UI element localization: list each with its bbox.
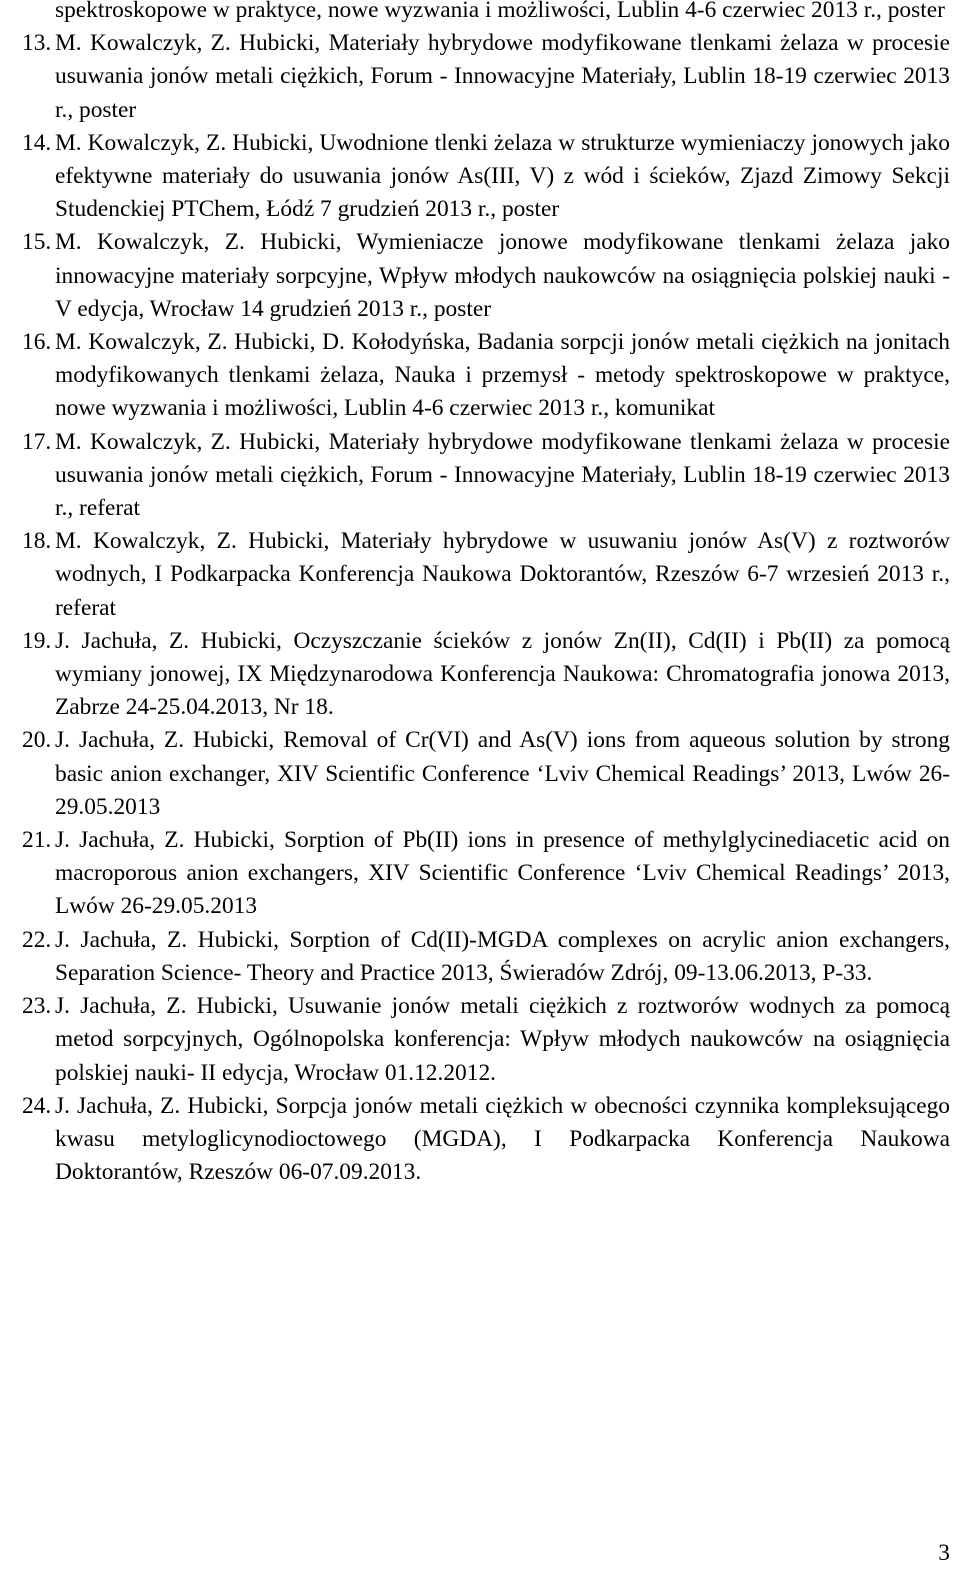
list-item-text: spektroskopowe w praktyce, nowe wyzwania i możliwości, Lublin 4-6 czerwiec 2013 r., poster — [55, 0, 945, 23]
list-number: 19. — [22, 627, 52, 654]
list-item — [22, 1090, 950, 1190]
list-item-text: J. Jachuła, Z. Hubicki, Removal of Cr(VI) and As(V) ions from aqueous solution by strong basic anion exchanger, XIV Scientific Conference ‘Lviv Chemical Readings’ 2013, Lwów 26-29.05.2013 — [55, 727, 950, 820]
list-item — [22, 990, 950, 1090]
list-number: 22. — [22, 926, 52, 953]
list-number: 17. — [22, 428, 52, 455]
list-number: 24. — [22, 1092, 52, 1119]
list-item — [22, 27, 950, 127]
page-number: 3 — [938, 1540, 950, 1566]
reference-list — [22, 0, 950, 1189]
list-item-text: M. Kowalczyk, Z. Hubicki, Materiały hybrydowe modyfikowane tlenkami żelaza w procesie usuwania jonów metali ciężkich, Forum - Innowacyjne Materiały, Lublin 18-19 czerwiec 2013 r., poster — [55, 30, 950, 123]
list-item — [22, 924, 950, 990]
list-item-text: J. Jachuła, Z. Hubicki, Sorpcja jonów metali ciężkich w obecności czynnika kompleksującego kwasu metyloglicynodioctowego (MGDA), I Podkarpacka Konferencja Naukowa Doktorantów, Rzeszów 06-07.09.2013. — [55, 1092, 950, 1186]
list-item-text: J. Jachuła, Z. Hubicki, Sorption of Cd(II)-MGDA complexes on acrylic anion exchangers, Separation Science- Theory and Practice 2013, Świeradów Zdrój, 09-13.06.2013, P-33. — [55, 926, 950, 986]
list-item-text: M. Kowalczyk, Z. Hubicki, D. Kołodyńska, Badania sorpcji jonów metali ciężkich na jonitach modyfikowanych tlenkami żelaza, Nauka i przemysł - metody spektroskopowe w praktyce, nowe wyzwania i możliwości, Lublin 4-6 czerwiec 2013 r., komunikat — [55, 329, 950, 422]
list-item-text: M. Kowalczyk, Z. Hubicki, Materiały hybrydowe w usuwaniu jonów As(V) z roztworów wodnych, I Podkarpacka Konferencja Naukowa Doktorantów, Rzeszów 6-7 wrzesień 2013 r., referat — [55, 528, 950, 621]
list-item-text: J. Jachuła, Z. Hubicki, Oczyszczanie ścieków z jonów Zn(II), Cd(II) i Pb(II) za pomocą wymiany jonowej, IX Międzynarodowa Konferencja Naukowa: Chromatografia jonowa 2013, Zabrze 24-25.04.2013, Nr 18. — [55, 627, 950, 721]
list-item-text: M. Kowalczyk, Z. Hubicki, Materiały hybrydowe modyfikowane tlenkami żelaza w procesie usuwania jonów metali ciężkich, Forum - Innowacyjne Materiały, Lublin 18-19 czerwiec 2013 r., referat — [55, 428, 950, 522]
list-number: 18. — [22, 528, 52, 555]
list-number: 16. — [22, 329, 52, 356]
list-item — [22, 824, 950, 924]
list-number: 21. — [22, 827, 52, 854]
list-item-text: M. Kowalczyk, Z. Hubicki, Uwodnione tlenki żelaza w strukturze wymieniaczy jonowych jako efektywne materiały do usuwania jonów As(III, V) z wód i ścieków, Zjazd Zimowy Sekcji Studenckiej PTChem, Łódź 7 grudzień 2013 r., poster — [55, 129, 950, 223]
list-item — [22, 625, 950, 725]
list-number: 23. — [22, 993, 52, 1020]
list-item — [22, 724, 950, 824]
list-item — [22, 426, 950, 526]
list-item — [22, 326, 950, 426]
list-item-text: J. Jachuła, Z. Hubicki, Sorption of Pb(II) ions in presence of methylglycinediacetic acid on macroporous anion exchangers, XIV Scientific Conference ‘Lviv Chemical Readings’ 2013, Lwów 26-29.05.2013 — [55, 827, 950, 920]
list-item-text: J. Jachuła, Z. Hubicki, Usuwanie jonów metali ciężkich z roztworów wodnych za pomocą metod sorpcyjnych, Ogólnopolska konferencja: Wpływ młodych naukowców na osiągnięcia polskiej nauki- II edycja, Wrocław 01.12.2012. — [55, 993, 950, 1086]
list-number: 13. — [22, 30, 52, 57]
list-item — [22, 226, 950, 326]
list-number: 15. — [22, 229, 52, 256]
list-item — [22, 525, 950, 625]
list-item-continuation — [22, 0, 950, 27]
list-number: 14. — [22, 129, 52, 156]
list-item-text: M. Kowalczyk, Z. Hubicki, Wymieniacze jonowe modyfikowane tlenkami żelaza jako innowacyjne materiały sorpcyjne, Wpływ młodych naukowców na osiągnięcia polskiej nauki - V edycja, Wrocław 14 grudzień 2013 r., poster — [55, 229, 950, 322]
list-item — [22, 127, 950, 227]
list-number: 20. — [22, 727, 52, 754]
